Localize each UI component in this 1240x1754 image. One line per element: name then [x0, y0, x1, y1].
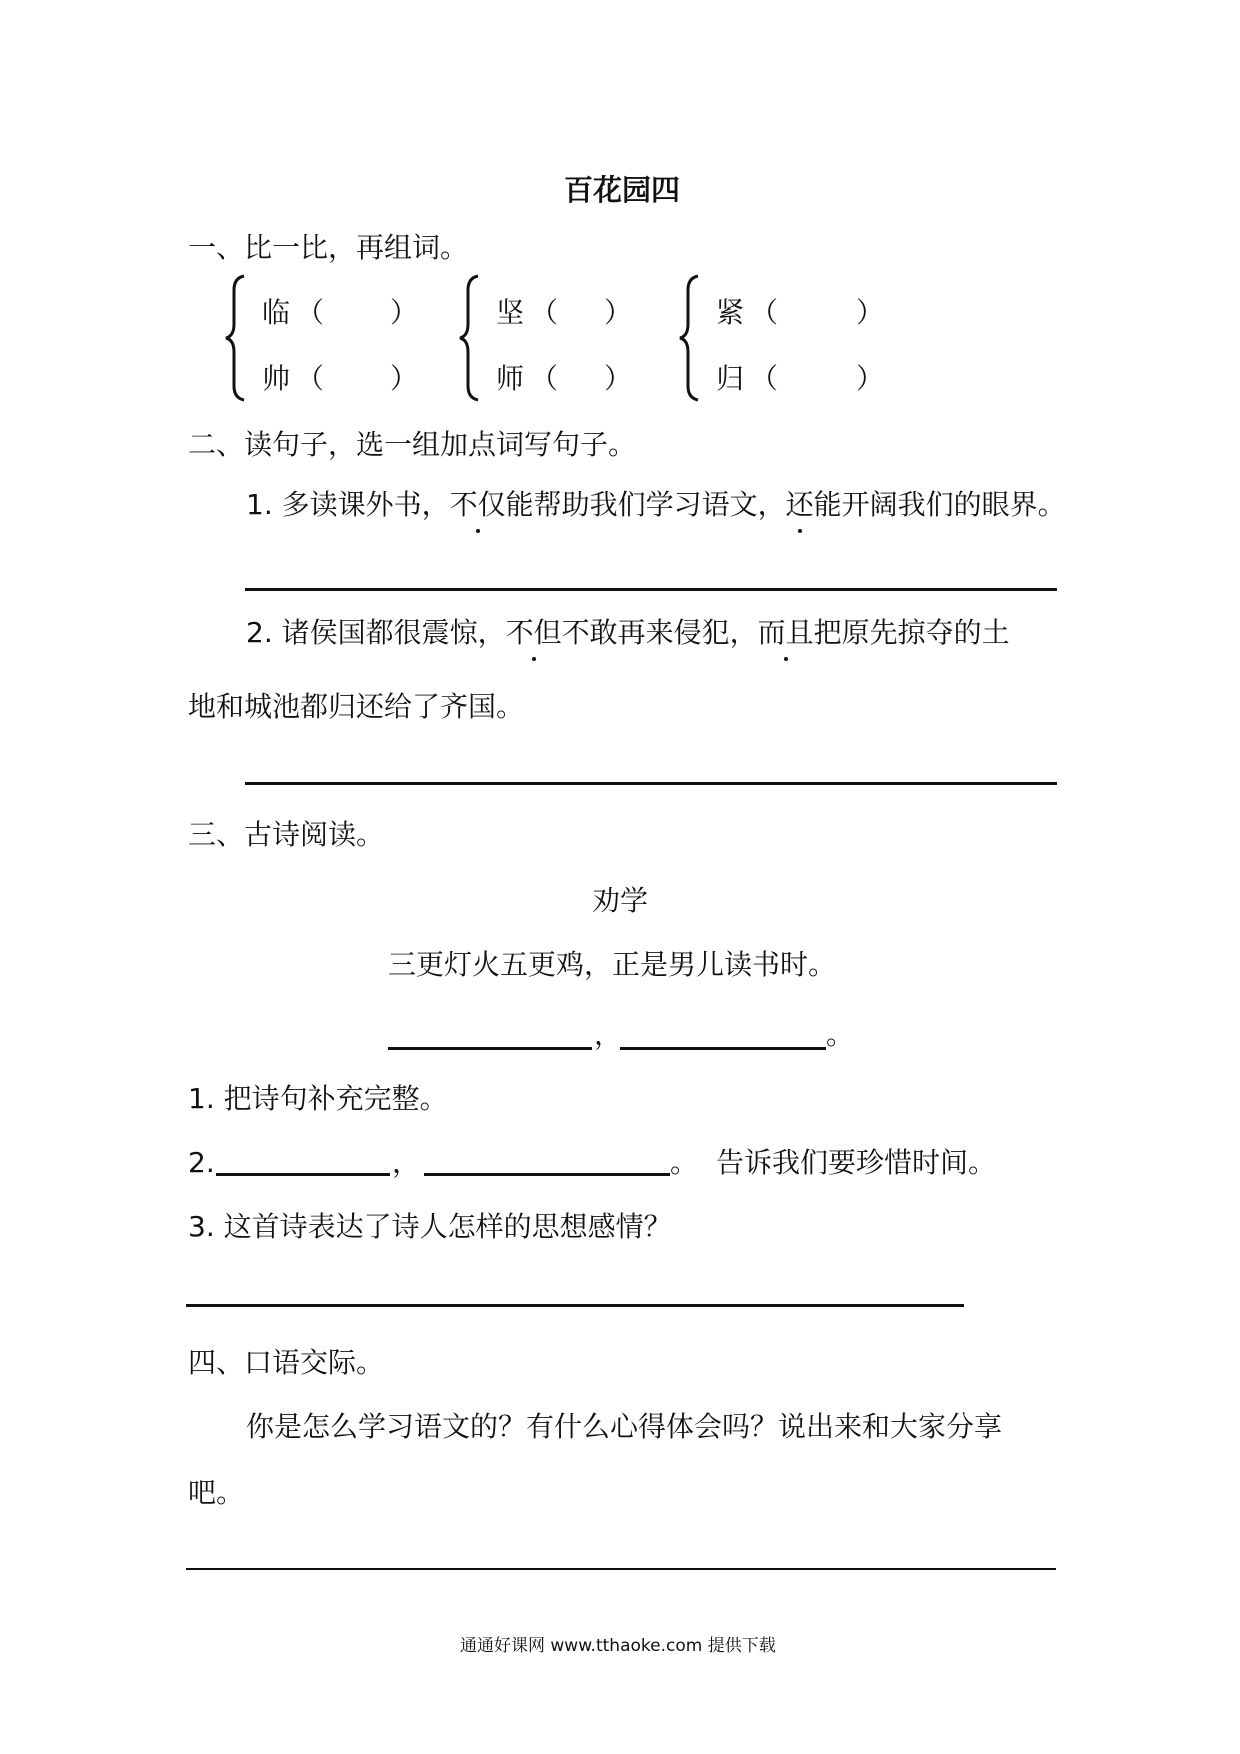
open-paren: （: [530, 362, 559, 395]
section2-heading: 二、读句子，选一组加点词写句子。: [188, 428, 637, 461]
sentence-2-continued: 地和城池都归还给了齐国。: [188, 690, 525, 723]
open-paren: （: [750, 362, 779, 395]
period: 。: [670, 1146, 699, 1179]
answer-line[interactable]: [186, 1304, 964, 1307]
section4-heading: 四、口语交际。: [188, 1346, 385, 1379]
open-paren: （: [750, 296, 779, 329]
close-paren: ）: [390, 296, 419, 329]
close-paren: ）: [856, 362, 885, 395]
brace-icon: [678, 274, 702, 402]
compare-char: 师: [496, 362, 525, 395]
close-paren: ）: [604, 296, 633, 329]
section4-text-continued: 吧。: [188, 1476, 245, 1509]
poem-blank[interactable]: [388, 1047, 592, 1050]
page-title: 百花园四: [564, 173, 681, 207]
poem-title: 劝学: [592, 884, 649, 917]
compare-char: 临: [262, 296, 291, 329]
answer-line[interactable]: [245, 588, 1057, 591]
section3-heading: 三、古诗阅读。: [188, 818, 385, 851]
brace-icon: [458, 274, 482, 402]
question-3: 3. 这首诗表达了诗人怎样的思想感情？: [188, 1210, 672, 1243]
compare-char: 帅: [262, 362, 291, 395]
compare-char: 坚: [496, 296, 525, 329]
question-2-number: 2.: [188, 1146, 215, 1179]
answer-line[interactable]: [186, 1568, 1056, 1570]
sentence-2: 2. 诸侯国都很震惊，不但不敢再来侵犯，而且把原先掠夺的土: [246, 616, 1010, 649]
section1-heading: 一、比一比，再组词。: [188, 231, 469, 264]
question-2-text: 告诉我们要珍惜时间。: [716, 1146, 997, 1179]
dotted-word: 不仅: [449, 488, 506, 521]
section4-text: 你是怎么学习语文的？有什么心得体会吗？说出来和大家分享: [246, 1410, 1003, 1443]
close-paren: ）: [604, 362, 633, 395]
period: 。: [826, 1018, 855, 1051]
close-paren: ）: [390, 362, 419, 395]
compare-char: 紧: [716, 296, 745, 329]
poem-line: 三更灯火五更鸡，正是男儿读书时。: [388, 948, 837, 981]
comma: ，: [392, 1146, 421, 1179]
dotted-word: 而且: [757, 616, 814, 649]
question-1: 1. 把诗句补充完整。: [188, 1082, 448, 1115]
open-paren: （: [296, 296, 325, 329]
answer-line[interactable]: [245, 782, 1057, 785]
dotted-word: 还: [785, 488, 814, 521]
question-2-blank[interactable]: [424, 1173, 670, 1176]
compare-char: 归: [716, 362, 745, 395]
poem-blank[interactable]: [620, 1047, 826, 1050]
question-2-blank[interactable]: [216, 1173, 390, 1176]
comma: ，: [594, 1018, 623, 1051]
close-paren: ）: [856, 296, 885, 329]
dotted-word: 不但: [505, 616, 562, 649]
brace-icon: [224, 274, 248, 402]
sentence-1: 1. 多读课外书，不仅能帮助我们学习语文，还能开阔我们的眼界。: [246, 488, 1066, 521]
footer-text: 通通好课网 www.tthaoke.com 提供下载: [460, 1636, 776, 1656]
open-paren: （: [296, 362, 325, 395]
open-paren: （: [530, 296, 559, 329]
